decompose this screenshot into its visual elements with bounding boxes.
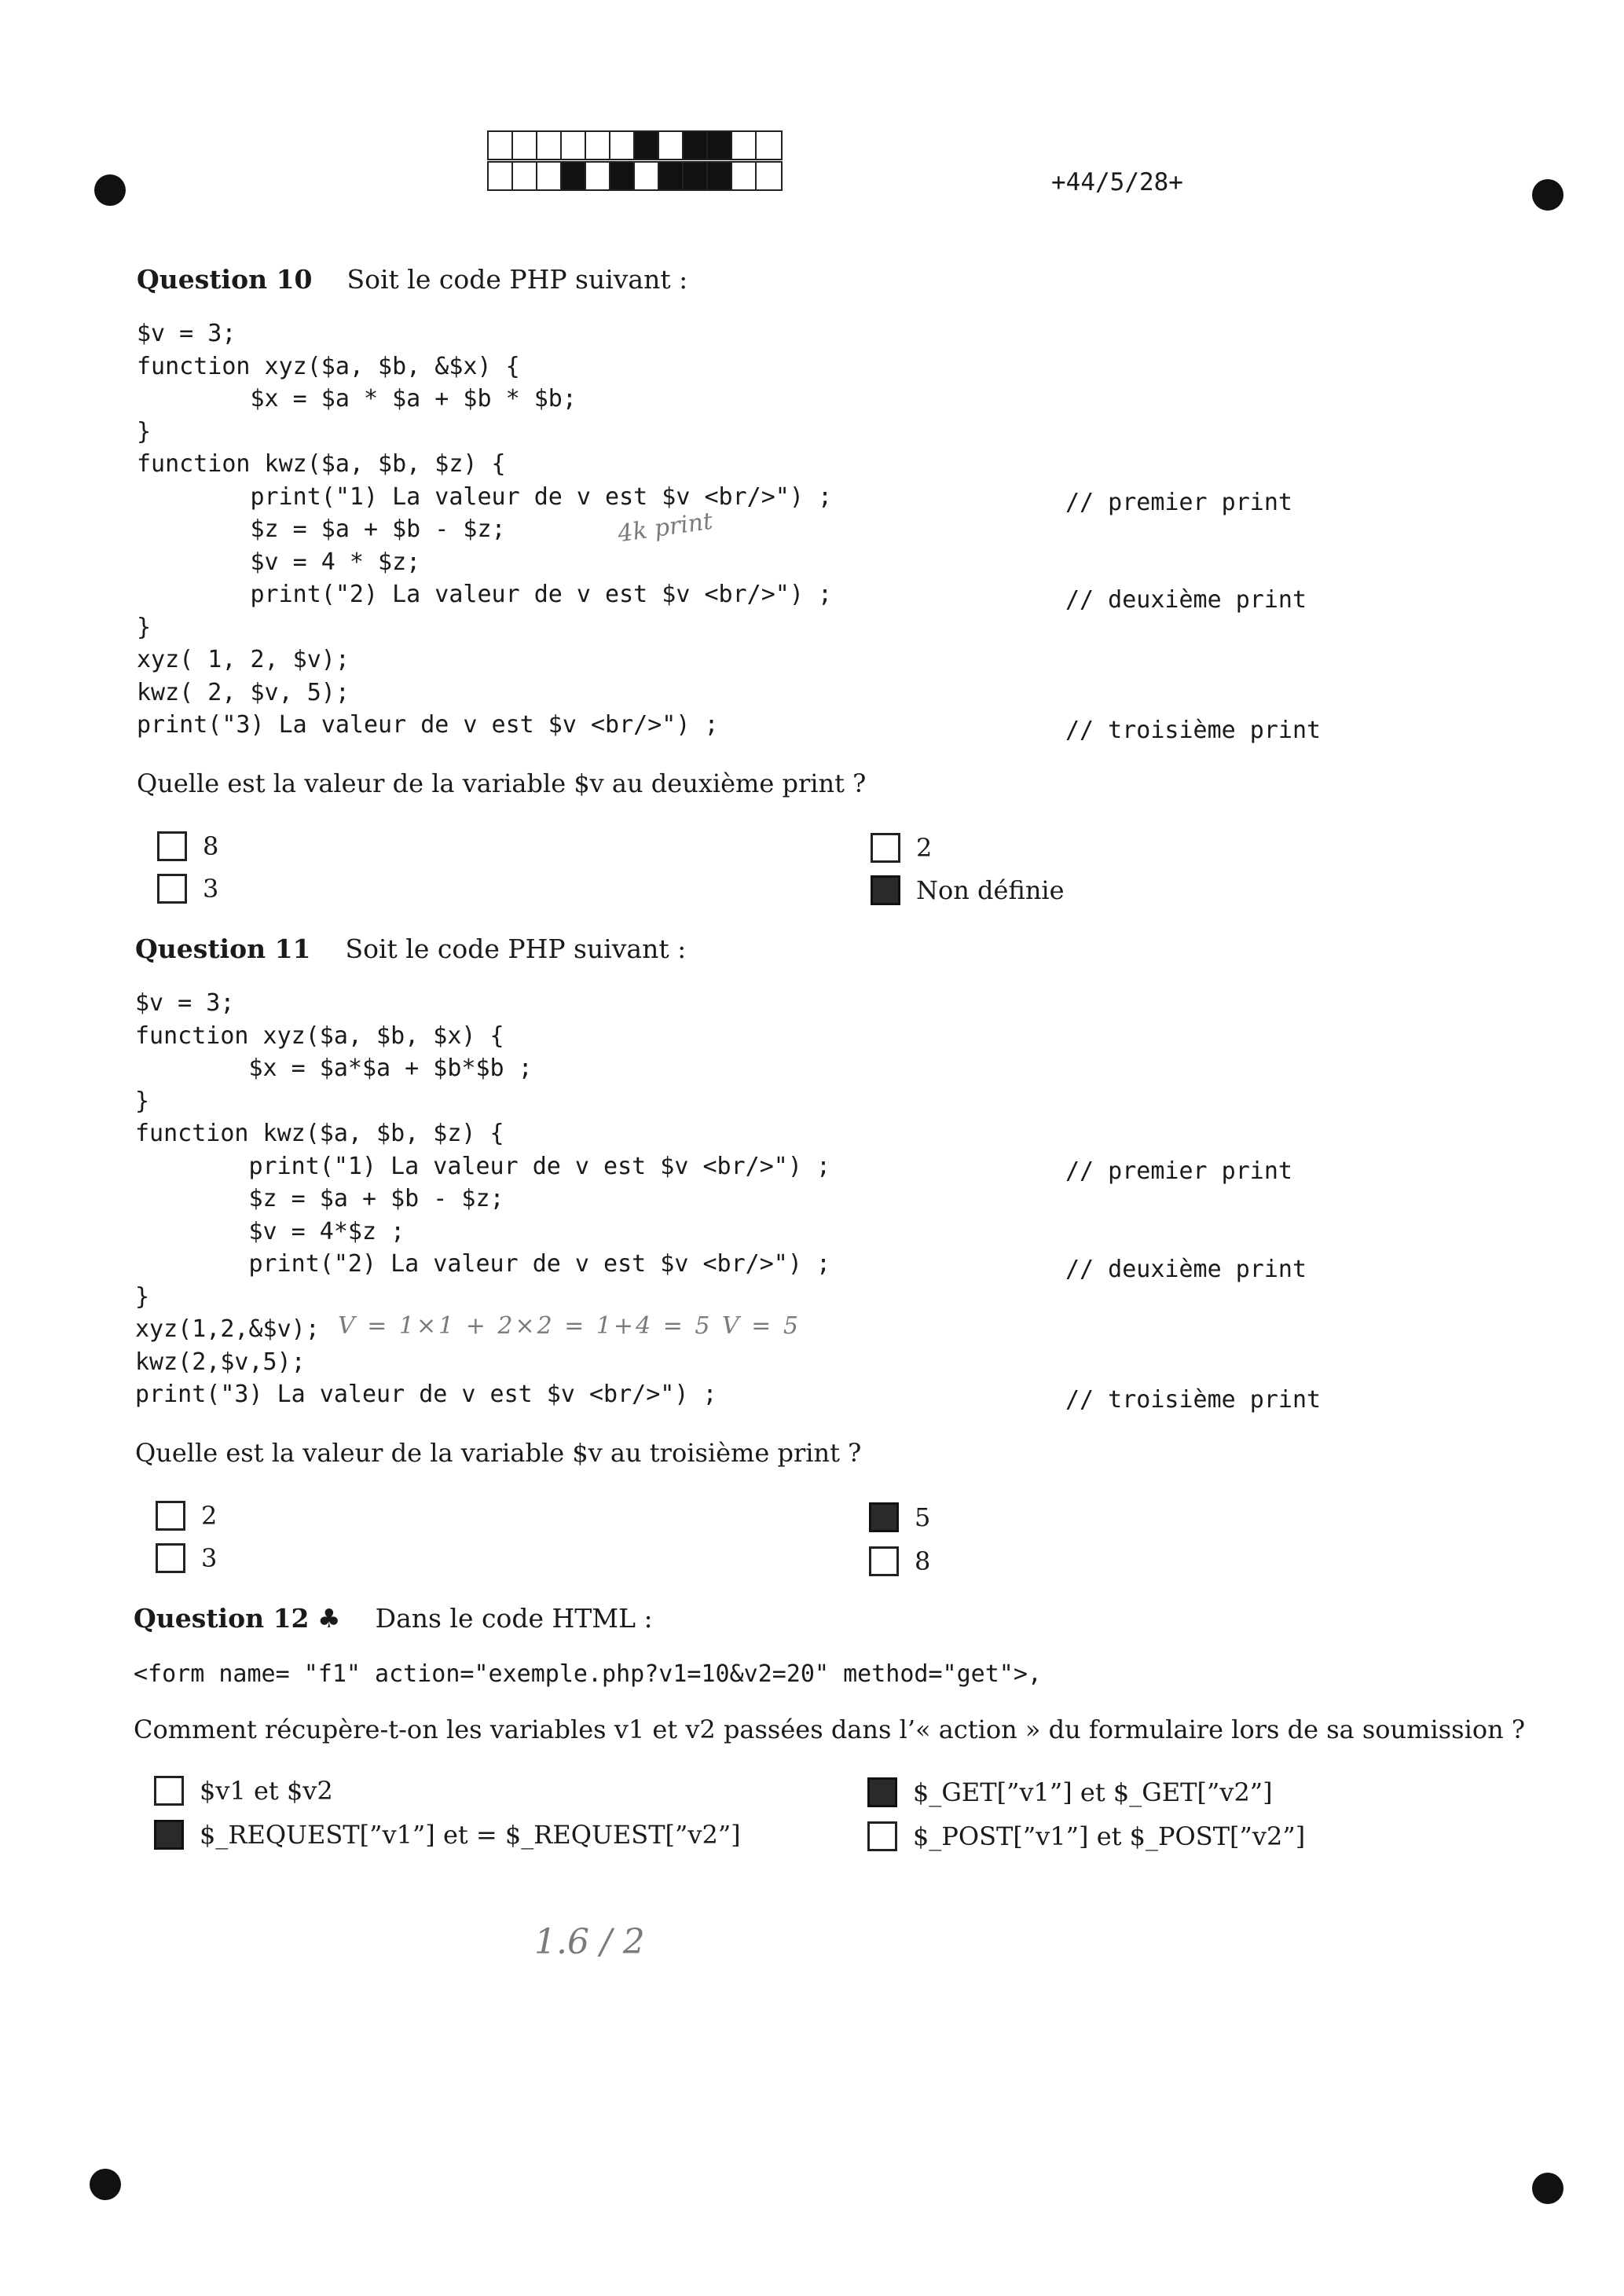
q12-option-v1-v2[interactable]	[154, 1776, 333, 1806]
barcode-top	[487, 130, 783, 160]
q12-option-post[interactable]	[867, 1821, 1305, 1851]
q11-checkbox-2[interactable]	[869, 1502, 899, 1532]
q10-text: Soit le code PHP suivant :	[346, 264, 688, 295]
barcode-bottom	[487, 161, 783, 191]
q10-heading	[137, 264, 687, 295]
club-icon: ♣	[317, 1603, 341, 1634]
q12-text: Dans le code HTML :	[375, 1603, 653, 1634]
barcode-cell	[757, 132, 781, 159]
barcode-cell	[586, 132, 610, 159]
q11-option-label: 2	[201, 1501, 218, 1531]
q12-option-label: $_REQUEST[”v1”] et = $_REQUEST[”v2”]	[200, 1820, 741, 1850]
q11-checkbox-0[interactable]	[156, 1501, 185, 1531]
q11-checkbox-1[interactable]	[156, 1543, 185, 1573]
q10-checkbox-3[interactable]	[871, 875, 900, 905]
q10-comment-2: // deuxième print	[1065, 586, 1307, 614]
q10-option-8[interactable]	[157, 831, 218, 861]
registration-mark-top-right	[1532, 179, 1564, 211]
q12-checkbox-3[interactable]	[867, 1821, 897, 1851]
q12-option-label: $_GET[”v1”] et $_GET[”v2”]	[913, 1777, 1273, 1807]
barcode-cell	[684, 132, 708, 159]
q12-checkbox-1[interactable]	[154, 1820, 184, 1850]
q11-question: Quelle est la valeur de la variable $v au troisième print ?	[135, 1438, 862, 1468]
q10-checkbox-2[interactable]	[871, 833, 900, 863]
barcode-cell	[610, 132, 635, 159]
q12-option-get[interactable]	[867, 1777, 1273, 1807]
barcode-cell	[635, 163, 659, 189]
barcode-cell	[708, 132, 732, 159]
barcode-cell	[684, 163, 708, 189]
registration-mark-top-left	[94, 174, 126, 206]
barcode-cell	[732, 163, 757, 189]
q11-checkbox-3[interactable]	[869, 1546, 899, 1576]
q12-question: Comment récupère-t-on les variables v1 et v2 passées dans l’« action » du formulaire lors de sa soumission ?	[134, 1715, 1526, 1744]
registration-mark-bottom-left	[90, 2169, 121, 2200]
q10-comment-3: // troisième print	[1065, 717, 1322, 744]
page-id: +44/5/28+	[1051, 168, 1183, 196]
q12-label: Question 12	[134, 1603, 310, 1634]
q11-comment-3: // troisième print	[1065, 1386, 1322, 1414]
q11-comment-1: // premier print	[1065, 1157, 1292, 1185]
q12-checkbox-0[interactable]	[154, 1776, 184, 1806]
barcode-cell	[708, 163, 732, 189]
barcode-cell	[562, 132, 586, 159]
q11-option-8[interactable]	[869, 1546, 930, 1576]
q12-option-request[interactable]	[154, 1820, 741, 1850]
q11-label: Question 11	[135, 933, 311, 964]
q11-option-label: 5	[915, 1502, 931, 1532]
q10-label: Question 10	[137, 264, 313, 295]
q10-option-non-definie[interactable]	[871, 875, 1065, 905]
q11-heading	[135, 933, 686, 964]
q10-handwriting: 4k print	[616, 507, 715, 548]
q10-question: Quelle est la valeur de la variable $v au deuxième print ?	[137, 768, 867, 798]
q12-code: <form name= "f1" action="exemple.php?v1=10&v2=20" method="get">,	[134, 1660, 1042, 1688]
q10-option-label: Non définie	[916, 875, 1065, 905]
barcode-cell	[513, 132, 537, 159]
barcode-cell	[732, 132, 757, 159]
q11-text: Soit le code PHP suivant :	[345, 933, 687, 964]
q12-option-label: $_POST[”v1”] et $_POST[”v2”]	[913, 1821, 1306, 1851]
barcode-cell	[757, 163, 781, 189]
barcode-cell	[659, 163, 684, 189]
barcode-cell	[489, 163, 513, 189]
q11-option-3[interactable]	[156, 1543, 217, 1573]
q10-option-2[interactable]	[871, 833, 932, 863]
q12-checkbox-2[interactable]	[867, 1777, 897, 1807]
barcode-cell	[586, 163, 610, 189]
q12-heading	[134, 1603, 653, 1634]
q10-option-label: 8	[203, 831, 219, 861]
q11-handwriting: V = 1×1 + 2×2 = 1+4 = 5 V = 5	[338, 1312, 801, 1340]
barcode-cell	[537, 132, 562, 159]
barcode-cell	[562, 163, 586, 189]
barcode-cell	[537, 163, 562, 189]
barcode-cell	[610, 163, 635, 189]
q11-option-label: 3	[201, 1543, 218, 1573]
barcode-cell	[635, 132, 659, 159]
q10-option-label: 3	[203, 874, 219, 904]
barcode-cell	[489, 132, 513, 159]
q10-option-3[interactable]	[157, 874, 218, 904]
q10-checkbox-0[interactable]	[157, 831, 187, 861]
q10-comment-1: // premier print	[1065, 489, 1292, 516]
barcode-cell	[659, 132, 684, 159]
q11-option-5[interactable]	[869, 1502, 930, 1532]
q12-option-label: $v1 et $v2	[200, 1776, 333, 1806]
barcode-cell	[513, 163, 537, 189]
q10-checkbox-1[interactable]	[157, 874, 187, 904]
q10-code: $v = 3; function xyz($a, $b, &$x) { $x = $a * $a + $b * $b; } function kwz($a, $b, $z) { print("1) La valeur de v est $v <br/>") ; $z = $a + $b - $z; $v = 4 * $z; print("2) La valeur de v est $v <br/>") ; } xyz( 1, 2, $v); kwz( 2, $v, 5); print("3) La valeur de v est $v <br/>") ;	[137, 320, 833, 739]
score-note: 1.6 / 2	[534, 1922, 645, 1962]
q11-option-2[interactable]	[156, 1501, 217, 1531]
q11-code: $v = 3; function xyz($a, $b, $x) { $x = $a*$a + $b*$b ; } function kwz($a, $b, $z) { print("1) La valeur de v est $v <br/>") ; $z = $a + $b - $z; $v = 4*$z ; print("2) La valeur de v est $v <br/>") ; } xyz(1,2,&$v); kwz(2,$v,5); print("3) La valeur de v est $v <br/>") ;	[135, 989, 831, 1408]
q10-option-label: 2	[916, 833, 933, 863]
registration-mark-bottom-right	[1532, 2173, 1564, 2204]
q11-comment-2: // deuxième print	[1065, 1256, 1307, 1283]
q11-option-label: 8	[915, 1546, 931, 1576]
